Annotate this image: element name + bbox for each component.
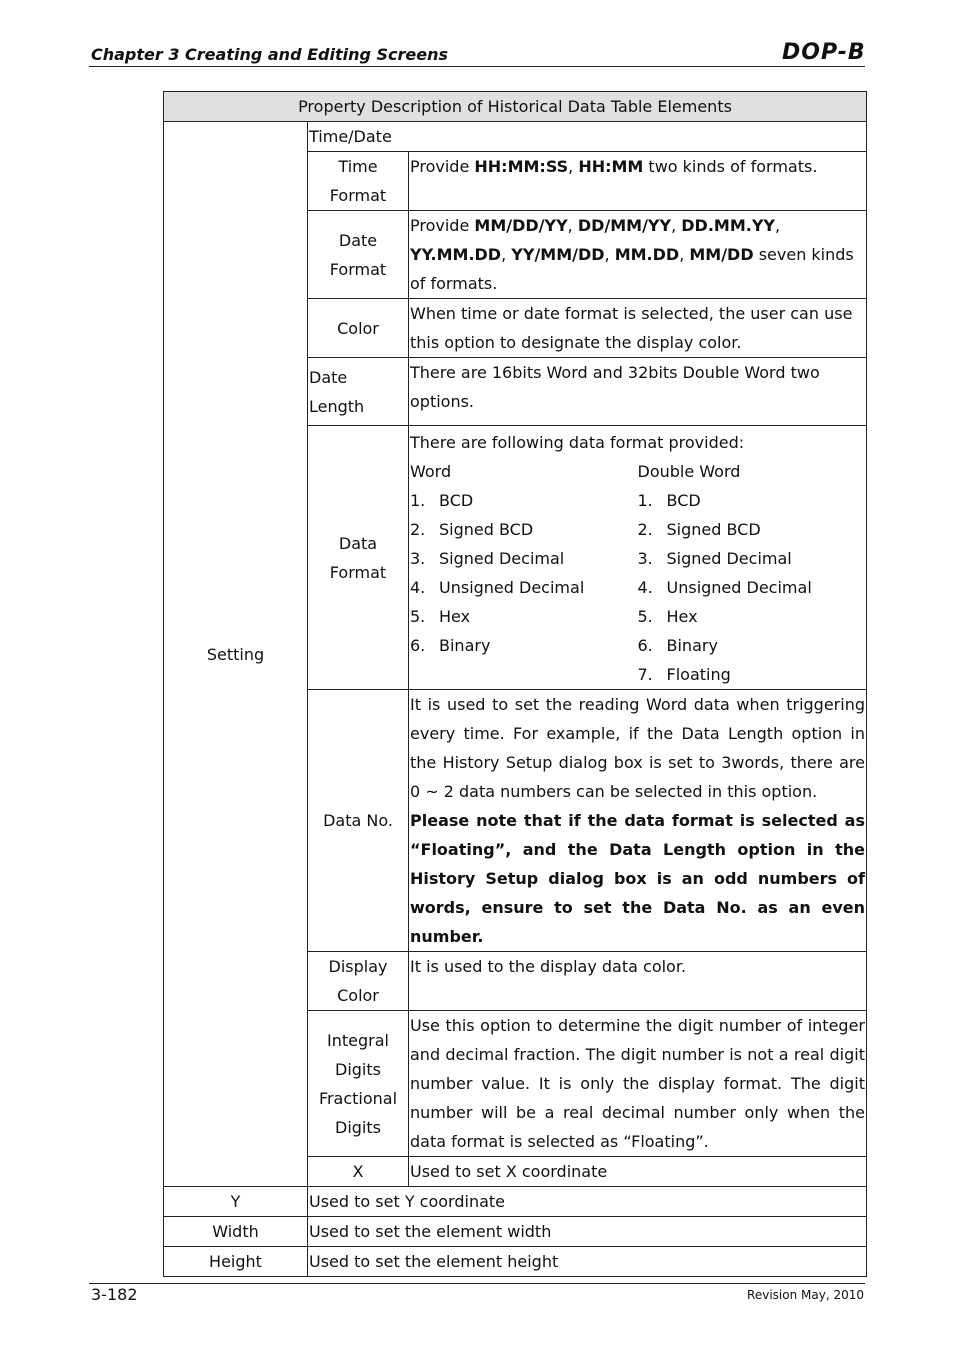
list-item: 2. Signed BCD — [410, 520, 534, 539]
list-item: 2. Signed BCD — [637, 520, 761, 539]
header-rule — [89, 66, 865, 67]
time-format-desc: Provide HH:MM:SS, HH:MM two kinds of formats. — [409, 152, 867, 211]
y-desc: Used to set Y coordinate — [308, 1187, 867, 1217]
date-length-desc: There are 16bits Word and 32bits Double Word two options. — [409, 358, 867, 426]
color-desc: When time or date format is selected, the user can use this option to designate the display color. — [409, 299, 867, 358]
list-item: 3. Signed Decimal — [410, 549, 565, 568]
double-word-format-list — [638, 457, 866, 689]
page-number: 3-182 — [91, 1285, 138, 1304]
display-color-desc: It is used to the display data color. — [409, 952, 867, 1011]
digits-label: Integral Digits Fractional Digits — [308, 1011, 409, 1157]
height-label: Height — [164, 1247, 308, 1277]
width-label: Width — [164, 1217, 308, 1247]
list-item: 7. Floating — [637, 665, 731, 684]
x-desc: Used to set X coordinate — [409, 1157, 867, 1187]
date-format-label: Date Format — [308, 211, 409, 299]
setting-label: Setting — [164, 122, 308, 1187]
property-table — [163, 91, 867, 1277]
data-format-label: Data Format — [308, 426, 409, 690]
list-item: 3. Signed Decimal — [637, 549, 792, 568]
product-logo: DOP-B — [782, 40, 866, 65]
data-format-intro: There are following data format provided: — [410, 433, 745, 452]
data-no-desc: It is used to set the reading Word data when triggering every time. For example, if the Data Length option in the History Setup dialog box is set to 3words, there are 0 ~ 2 data numbers can be selected in this option. Please note that if the data format is selected as “Floating”, and the Data Length option in the History Setup dialog box is an odd numbers of words, ensure to set the Data No. as an even number. — [409, 690, 867, 952]
list-item: 6. Binary — [410, 636, 491, 655]
width-desc: Used to set the element width — [308, 1217, 867, 1247]
digits-desc: Use this option to determine the digit number of integer and decimal fraction. The digit number is not a real digit number value. It is only the display format. The digit number will be a real decimal number only when the data format is selected as “Floating”. — [409, 1011, 867, 1157]
y-label: Y — [164, 1187, 308, 1217]
revision-note: Revision May, 2010 — [747, 1288, 864, 1302]
data-format-desc — [409, 426, 867, 690]
list-item: 1. BCD — [410, 491, 474, 510]
list-item: 4. Unsigned Decimal — [637, 578, 812, 597]
time-date-label: Time/Date — [308, 122, 867, 152]
list-item: 4. Unsigned Decimal — [410, 578, 585, 597]
word-format-list — [410, 457, 638, 689]
data-no-label: Data No. — [308, 690, 409, 952]
chapter-title: Chapter 3 Creating and Editing Screens — [91, 45, 449, 64]
x-label: X — [308, 1157, 409, 1187]
word-title: Word — [410, 462, 452, 481]
date-length-label: Date Length — [308, 358, 409, 426]
date-format-desc: Provide MM/DD/YY, DD/MM/YY, DD.MM.YY, YY.MM.DD, YY/MM/DD, MM.DD, MM/DD seven kinds of formats. — [409, 211, 867, 299]
footer-rule — [89, 1283, 865, 1284]
list-item: 5. Hex — [410, 607, 471, 626]
display-color-label: Display Color — [308, 952, 409, 1011]
color-label: Color — [308, 299, 409, 358]
double-word-title: Double Word — [637, 462, 741, 481]
table-title: Property Description of Historical Data Table Elements — [164, 92, 867, 122]
time-format-label: Time Format — [308, 152, 409, 211]
list-item: 6. Binary — [637, 636, 718, 655]
list-item: 5. Hex — [637, 607, 698, 626]
list-item: 1. BCD — [637, 491, 701, 510]
height-desc: Used to set the element height — [308, 1247, 867, 1277]
